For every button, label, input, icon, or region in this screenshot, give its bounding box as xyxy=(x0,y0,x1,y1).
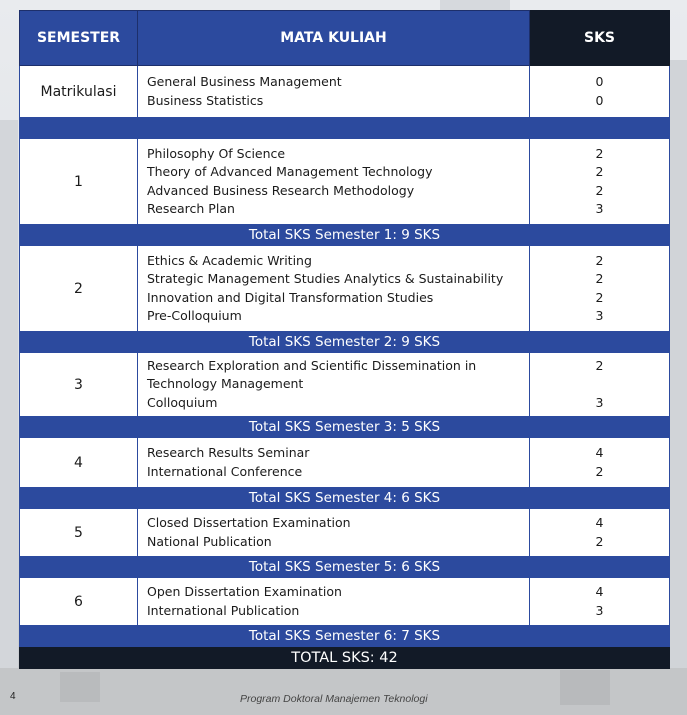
semester-total-row xyxy=(20,417,670,438)
credits-cell xyxy=(530,509,670,557)
credit-value: 3 xyxy=(595,602,604,618)
credits-cell xyxy=(530,353,670,417)
semester-total-label: Total SKS Semester 4: 6 SKS xyxy=(20,488,670,509)
courses-cell xyxy=(138,578,530,626)
grand-total-row xyxy=(20,647,670,669)
credits-cell xyxy=(530,438,670,488)
courses-cell xyxy=(138,246,530,332)
semester-total-row xyxy=(20,626,670,647)
credits-cell xyxy=(530,139,670,225)
credit-value: 3 xyxy=(595,394,604,410)
credit-value: 2 xyxy=(595,289,604,305)
semester-cell: Matrikulasi xyxy=(20,66,138,118)
semester-cell: 6 xyxy=(20,578,138,626)
credits-cell xyxy=(530,578,670,626)
semester-total-label: Total SKS Semester 2: 9 SKS xyxy=(20,332,670,353)
semester-total-label: Total SKS Semester 5: 6 SKS xyxy=(20,557,670,578)
semester-total-row xyxy=(20,225,670,246)
semester-cell: 5 xyxy=(20,509,138,557)
semester-total-row xyxy=(20,488,670,509)
credit-value: 0 xyxy=(595,92,604,108)
courses-cell xyxy=(138,509,530,557)
table-header-row xyxy=(20,11,670,66)
credit-value: 2 xyxy=(595,253,604,269)
semester-cell: 1 xyxy=(20,139,138,225)
course-name: Innovation and Digital Transformation Studies xyxy=(147,289,434,305)
course-name: Ethics & Academic Writing xyxy=(147,253,312,269)
courses-cell xyxy=(138,353,530,417)
credit-value: 4 xyxy=(595,445,604,461)
course-name: Research Plan xyxy=(147,200,235,216)
course-name: Philosophy Of Science xyxy=(147,146,286,162)
credit-value: 2 xyxy=(595,182,604,198)
courses-cell xyxy=(138,66,530,118)
credit-value: 2 xyxy=(595,358,604,374)
semester-row xyxy=(20,578,670,626)
course-name: International Conference xyxy=(147,463,303,479)
credit-value: 2 xyxy=(595,533,604,549)
credit-value: 2 xyxy=(595,463,604,479)
credit-value xyxy=(530,375,669,393)
course-name: Closed Dissertation Examination xyxy=(147,515,351,531)
semester-row xyxy=(20,509,670,557)
course-name: General Business Management xyxy=(147,74,342,90)
course-name: Pre-Colloquium xyxy=(147,307,242,323)
credit-value: 4 xyxy=(595,584,604,600)
course-name: Research Exploration and Scientific Dissemination in xyxy=(147,358,477,374)
course-name: Research Results Seminar xyxy=(147,445,310,461)
header-credits: SKS xyxy=(530,11,670,66)
spacer-row xyxy=(20,118,670,139)
credits-cell xyxy=(530,246,670,332)
credit-value: 2 xyxy=(595,271,604,287)
course-name: Open Dissertation Examination xyxy=(147,584,342,600)
course-name: Strategic Management Studies Analytics & Sustainability xyxy=(147,271,504,287)
header-courses: MATA KULIAH xyxy=(138,11,530,66)
spacer-band xyxy=(20,118,670,139)
course-name: Colloquium xyxy=(147,394,218,410)
semester-total-label: Total SKS Semester 3: 5 SKS xyxy=(20,417,670,438)
courses-cell xyxy=(138,438,530,488)
credit-value: 2 xyxy=(595,146,604,162)
curriculum-table xyxy=(19,10,670,669)
semester-row xyxy=(20,246,670,332)
semester-total-label: Total SKS Semester 6: 7 SKS xyxy=(20,626,670,647)
course-name: Technology Management xyxy=(147,376,304,392)
semester-row xyxy=(20,66,670,118)
semester-row xyxy=(20,139,670,225)
semester-total-row xyxy=(20,557,670,578)
credit-value: 2 xyxy=(595,164,604,180)
page-number: 4 xyxy=(10,691,16,702)
course-name: Advanced Business Research Methodology xyxy=(147,182,415,198)
semester-row xyxy=(20,438,670,488)
semester-total-row xyxy=(20,332,670,353)
curriculum-table-wrapper xyxy=(19,10,669,669)
credit-value: 0 xyxy=(595,74,604,90)
course-name: Theory of Advanced Management Technology xyxy=(147,164,433,180)
credits-cell xyxy=(530,66,670,118)
footer-title: Program Doktoral Manajemen Teknologi xyxy=(240,693,428,705)
courses-cell xyxy=(138,139,530,225)
grand-total-label: TOTAL SKS: 42 xyxy=(20,647,670,669)
course-name: International Publication xyxy=(147,602,300,618)
semester-cell: 4 xyxy=(20,438,138,488)
semester-row xyxy=(20,353,670,417)
semester-total-label: Total SKS Semester 1: 9 SKS xyxy=(20,225,670,246)
course-name: Business Statistics xyxy=(147,92,264,108)
credit-value: 4 xyxy=(595,515,604,531)
credit-value: 3 xyxy=(595,200,604,216)
credit-value: 3 xyxy=(595,307,604,323)
semester-cell: 3 xyxy=(20,353,138,417)
course-name: National Publication xyxy=(147,533,272,549)
table-body xyxy=(20,66,670,669)
semester-cell: 2 xyxy=(20,246,138,332)
header-semester: SEMESTER xyxy=(20,11,138,66)
